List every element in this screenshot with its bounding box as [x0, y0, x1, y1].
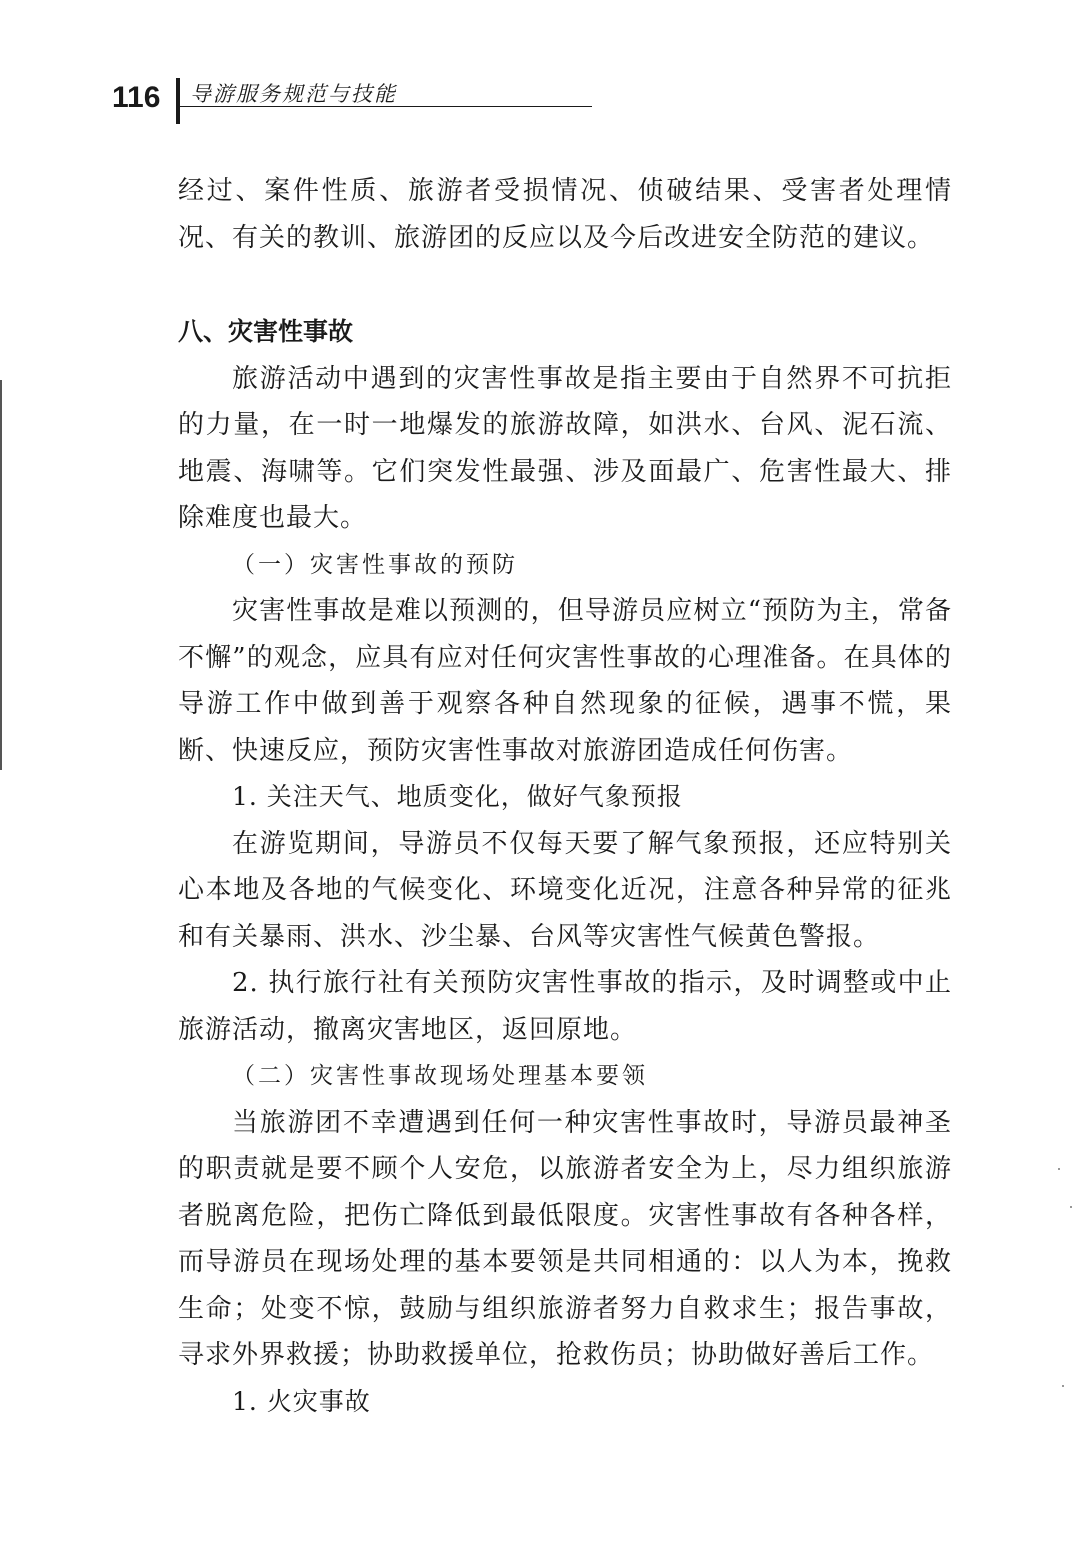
weather-paragraph: 在游览期间，导游员不仅每天要了解气象预报，还应特别关心本地及各地的气候变化、环境变化近况，注意各种异常的征兆和有关暴雨、洪水、沙尘暴、台风等灾害性气候黄色警报。 — [178, 828, 952, 952]
header-divider-bar — [176, 78, 180, 124]
page-binding-shadow — [0, 380, 2, 770]
item-heading-weather: 1. 关注天气、地质变化，做好气象预报 — [232, 782, 683, 811]
prevention-paragraph: 灾害性事故是难以预测的，但导游员应树立“预防为主，常备不懈”的观念，应具有应对任何灾害性事故的心理准备。在具体的导游工作中做到善于观察各种自然现象的征候，遇事不慌，果断、快速反应，预防灾害性事故对旅游团造成任何伤害。 — [178, 596, 952, 766]
scan-speck — [1070, 1206, 1072, 1208]
handling-paragraph: 当旅游团不幸遭遇到任何一种灾害性事故时，导游员最神圣的职责就是要不顾个人安危，以旅游者安全为上，尽力组织旅游者脱离危险，把伤亡降低到最低限度。灾害性事故有各种各样，而导游员在现场处理的基本要领是共同相通的：以人为本，挽救生命；处变不惊，鼓励与组织旅游者努力自救求生；报告事故，寻求外界救援；协助救援单位，抢救伤员；协助做好善后工作。 — [178, 1107, 952, 1370]
subsection-heading-prevention: （一）灾害性事故的预防 — [232, 551, 518, 578]
running-header — [112, 78, 592, 122]
header-rule — [180, 106, 592, 107]
section-heading: 八、灾害性事故 — [178, 317, 354, 346]
body-text — [178, 168, 952, 1425]
page-number: 116 — [112, 81, 161, 114]
item-heading-fire: 1. 火灾事故 — [232, 1386, 371, 1416]
scan-speck — [1058, 1168, 1060, 1170]
subsection-heading-handling: （二）灾害性事故现场处理基本要领 — [232, 1063, 648, 1089]
scan-speck — [1062, 1385, 1064, 1387]
continuation-paragraph: 经过、案件性质、旅游者受损情况、侦破结果、受害者处理情况、有关的教训、旅游团的反应以及今后改进安全防范的建议。 — [178, 176, 952, 253]
instruction-paragraph: 2. 执行旅行社有关预防灾害性事故的指示，及时调整或中止旅游活动，撤离灾害地区，返回原地。 — [178, 968, 952, 1045]
book-title: 导游服务规范与技能 — [190, 82, 397, 106]
intro-paragraph: 旅游活动中遇到的灾害性事故是指主要由于自然界不可抗拒的力量，在一时一地爆发的旅游故障，如洪水、台风、泥石流、地震、海啸等。它们突发性最强、涉及面最广、危害性最大、排除难度也最大。 — [178, 363, 952, 533]
